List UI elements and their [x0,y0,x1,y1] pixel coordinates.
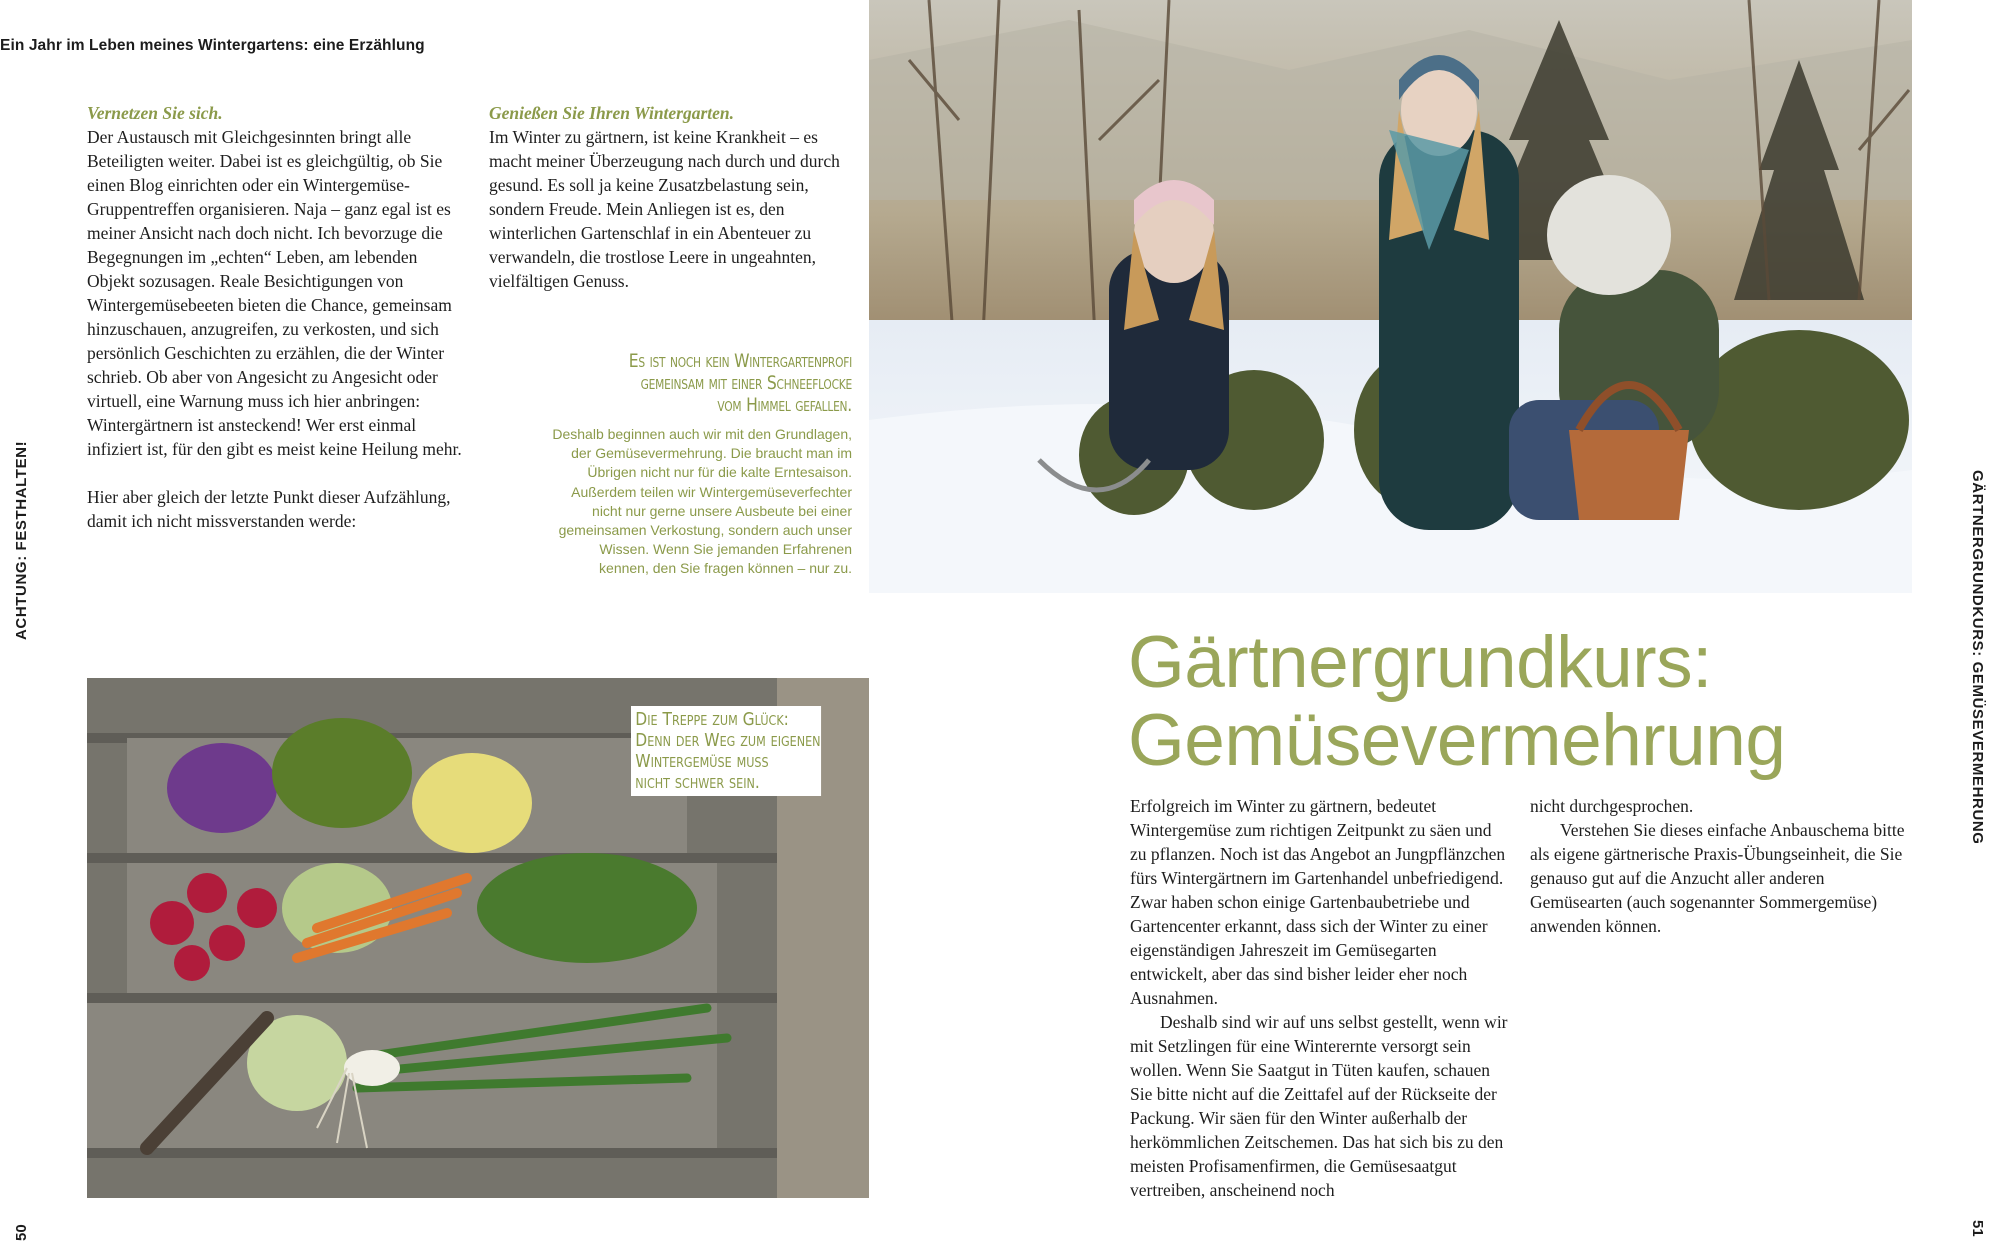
caption-line-2: Denn der Weg zum eigenen [635,730,821,751]
paragraph-enjoy: Im Winter zu gärtnern, ist keine Krankheit – es macht meiner Überzeugung nach durch und durch gesund. Es soll ja keine Zusatzbelastung sein, sondern Freude. Mein Anliegen ist es, den winterlichen Gartenschlaf in ein Abenteuer zu verwandeln, die trostlose Leere in ungeahnten, vielfältigen Genuss. [489,127,840,291]
section-label-left: ACHTUNG: FESTHALTEN! [13,440,30,640]
paragraph-success: Erfolgreich im Winter zu gärtnern, bedeutet Wintergemüse zum richtigen Zeitpunkt zu säen und zu pflanzen. Noch ist das Angebot an Jungpflänzchen fürs Wintergärtnern im Gartenhandel unbefriedigend. Zwar haben schon einige Gartenbaubetriebe und Gartencenter erkannt, dass sich der Winter zu einer eigenständigen Jahreszeit im Gemüsegarten entwickelt, aber das sind bisher leider eher noch Ausnahmen. [1130,796,1506,1008]
paragraph-network: Der Austausch mit Gleichgesinnten bringt alle Beteiligten weiter. Dabei ist es gleichgültig, ob Sie einen Blog einrichten oder ein Wintergemüse-Gruppentreffen organisieren. Naja – ganz egal ist es meiner Ansicht nach doch nicht. Ich bevorzuge die Begegnungen im „echten“ Leben, am lebenden Objekt sozusagen. Reale Besichtigungen von Wintergemüsebeeten bieten die Chance, gemeinsam hinzuschauen, anzugreifen, zu verkosten, und sich persönlich Geschichten zu erzählen, die der Winter schrieb. Ob aber von Angesicht zu Angesicht oder virtuell, eine Warnung muss ich hier anbringen: Wintergärtnern ist ansteckend! Wer erst einmal infiziert ist, für den gibt es meist keine Heilung mehr. [87,127,462,459]
paragraph-continued: nicht durchgesprochen. [1530,796,1694,816]
chapter-title-line-2: Gemüsevermehrung [1128,700,1786,781]
photo-winter-harvest [869,0,1912,593]
page-number-left: 50 [13,1224,30,1241]
chapter-title-line-1: Gärtnergrundkurs: [1128,622,1712,703]
subhead-network: Vernetzen Sie sich. [87,103,223,123]
caption-line-1: Die Treppe zum Glück: [635,709,789,730]
column-3 [1130,794,1510,1202]
chapter-title [1128,624,1785,780]
paragraph-self-reliant: Deshalb sind wir auf uns selbst gestellt, wenn wir mit Setzlingen für eine Winterernte versorgt sein wollen. Wenn Sie Saatgut in Tüten kaufen, schauen Sie bitte nicht auf die Zeittafel auf der Rückseite der Packung. Wir säen für den Winter außerhalb der herkömmlichen Zeitschemen. Das hat sich bis zu den meisten Profisamenfirmen, die Gemüsesaatgut vertreiben, anscheinend noch [1130,1012,1508,1200]
column-4 [1530,794,1910,938]
pullquote-text: Deshalb beginnen auch wir mit den Grundlagen, der Gemüsevermehrung. Die braucht man im Übrigen nicht nur für die kalte Erntesaison. Außerdem teilen wir Wintergemüseverfechter nicht nur gerne unsere Ausbeute bei einer gemeinsamen Verkostung, sondern auch unser Wissen. Wenn Sie jemanden Erfahrenen kennen, den Sie fragen können – nur zu. [552,426,852,577]
paragraph-scheme: Verstehen Sie dieses einfache Anbauschema bitte als eigene gärtnerische Praxis-Übungseinheit, die Sie genauso gut auf die Anzucht aller anderen Gemüsearten (auch sogenannter Sommergemüse) anwenden können. [1530,820,1905,936]
caption-line-4: nicht schwer sein. [635,772,760,793]
pullquote-line-2: gemeinsam mit einer Schneeflocke [640,372,852,394]
paragraph-last-point: Hier aber gleich der letzte Punkt dieser Aufzählung, damit ich nicht missverstanden werde: [87,487,451,531]
section-label-right: GÄRTNERGRUNDKURS: GEMÜSEVERMEHRUNG [1969,470,1986,845]
column-1 [87,101,463,533]
pullquote-line-1: Es ist noch kein Wintergartenprofi [628,350,852,372]
caption-line-3: Wintergemüse muss [635,751,769,772]
pullquote-line-3: vom Himmel gefallen. [717,394,852,416]
pullquote-title [606,350,852,416]
subhead-enjoy: Genießen Sie Ihren Wintergarten. [489,103,735,123]
column-2 [489,101,859,293]
running-head: Ein Jahr im Leben meines Wintergartens: eine Erzählung [0,37,425,54]
page-number-right: 51 [1969,1220,1986,1237]
photo-caption [631,706,821,796]
